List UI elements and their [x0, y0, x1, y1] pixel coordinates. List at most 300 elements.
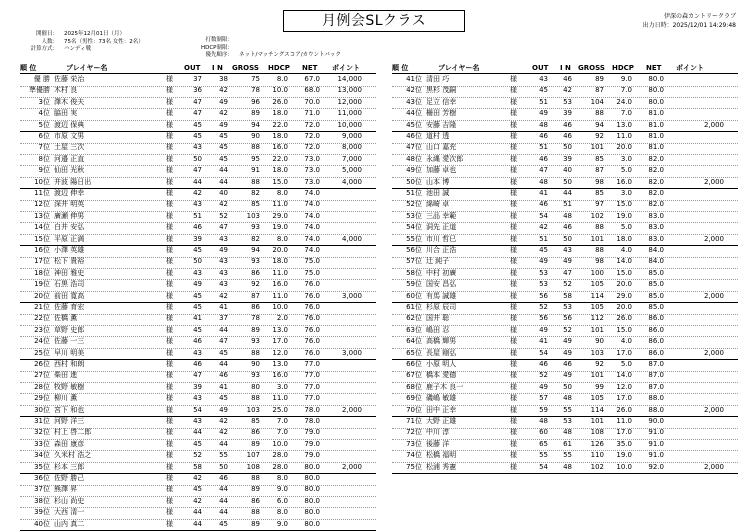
cell-gross: 82 [251, 234, 260, 243]
meta-key: HDCP制限： [200, 44, 233, 51]
cell-sama: 様 [166, 132, 173, 140]
cell-net: 72.0 [304, 120, 320, 129]
cell-player: 国井 聡 [426, 314, 450, 323]
cell-hdcp: 35.0 [616, 439, 632, 448]
cell-gross: 86 [251, 428, 260, 437]
cell-in: 55 [563, 451, 572, 460]
cell-net: 72.0 [304, 132, 320, 140]
cell-rank: 16位 [34, 246, 50, 254]
cell-gross: 94 [251, 246, 260, 254]
cell-in: 43 [563, 246, 572, 254]
cell-gross: 85 [595, 189, 604, 197]
cell-player: 宮下 和也 [54, 405, 85, 414]
cell-net: 80.0 [648, 75, 664, 83]
cell-sama: 様 [510, 314, 517, 323]
cell-sama: 様 [166, 496, 173, 505]
cell-rank: 19位 [34, 280, 50, 289]
cell-out: 42 [193, 474, 202, 482]
cell-rank: 6位 [38, 132, 50, 140]
cell-hdcp: 16.0 [272, 371, 288, 380]
cell-in: 44 [563, 189, 572, 197]
cell-gross: 87 [595, 86, 604, 95]
cell-hdcp: 15.0 [272, 177, 288, 186]
cell-out: 55 [539, 451, 548, 460]
cell-rank: 58位 [406, 268, 422, 277]
cell-sama: 様 [510, 143, 517, 152]
cell-player: 田中 正幸 [426, 405, 457, 414]
cell-rank: 34位 [34, 451, 50, 460]
cell-net: 71.0 [304, 109, 320, 118]
cell-gross: 97 [595, 200, 604, 209]
cell-net: 76.0 [304, 280, 320, 289]
cell-hdcp: 24.0 [616, 97, 632, 106]
cell-rank: 69位 [406, 394, 422, 403]
cell-rank: 43位 [406, 97, 422, 106]
cell-player: 佐藤 栄治 [54, 75, 85, 83]
cell-hdcp: 8.0 [276, 75, 288, 83]
cell-in: 45 [219, 348, 228, 357]
cell-hdcp: 26.0 [272, 97, 288, 106]
cell-gross: 85 [251, 417, 260, 425]
cell-player: 中村 初廣 [426, 268, 457, 277]
cell-sama: 様 [510, 257, 517, 266]
cell-rank: 75位 [406, 462, 422, 471]
cell-out: 45 [193, 132, 202, 140]
cell-net: 86.0 [648, 348, 664, 357]
cell-gross: 89 [595, 75, 604, 83]
cell-hdcp: 4.0 [620, 337, 632, 346]
cell-player: 土屋 三次 [54, 143, 85, 152]
cell-point: 2,000 [703, 177, 724, 186]
cell-player: 熊澤 昇 [54, 485, 78, 494]
cell-rank: 35位 [34, 462, 50, 471]
cell-hdcp: 8.0 [276, 508, 288, 517]
cell-rank: 21位 [34, 303, 50, 311]
cell-sama: 様 [510, 223, 517, 232]
cell-in: 52 [219, 211, 228, 220]
cell-rank: 36位 [34, 474, 50, 482]
cell-net: 86.0 [648, 337, 664, 346]
cell-out: 47 [193, 166, 202, 175]
cell-rank: 優 勝 [33, 75, 50, 83]
cell-point: 3,000 [341, 291, 362, 300]
cell-in: 51 [563, 200, 572, 209]
cell-hdcp: 22.0 [272, 120, 288, 129]
cell-player: 市川 哲巳 [426, 234, 457, 243]
cell-out: 60 [539, 428, 548, 437]
page-title: 月例会SLクラス [283, 10, 465, 32]
cell-rank: 39位 [34, 508, 50, 517]
cell-gross: 104 [590, 97, 604, 106]
cell-rank: 68位 [406, 382, 422, 391]
cell-sama: 様 [166, 519, 173, 528]
cell-sama: 様 [510, 303, 517, 311]
cell-hdcp: 16.0 [616, 177, 632, 186]
header-hdcp: HDCP [612, 64, 634, 72]
cell-in: 45 [219, 519, 228, 528]
header-gross: GROSS [578, 64, 605, 72]
cell-hdcp: 18.0 [272, 132, 288, 140]
cell-in: 42 [563, 86, 572, 95]
meta-key: 計算方式： [30, 46, 58, 52]
cell-gross: 110 [590, 451, 604, 460]
header-in: I N [212, 64, 223, 72]
cell-sama: 様 [166, 439, 173, 448]
cell-player: 鹿子木 良一 [426, 382, 464, 391]
cell-out: 49 [193, 280, 202, 289]
cell-hdcp: 3.0 [620, 154, 632, 163]
cell-sama: 様 [166, 508, 173, 517]
cell-hdcp: 6.0 [276, 496, 288, 505]
cell-in: 50 [219, 462, 228, 471]
cell-sama: 様 [510, 189, 517, 197]
header-out: OUT [532, 64, 549, 72]
cell-gross: 94 [595, 120, 604, 129]
cell-out: 44 [193, 177, 202, 186]
cell-rank: 51位 [406, 189, 422, 197]
cell-rank: 52位 [406, 200, 422, 209]
cell-player: 河野 洋三 [54, 417, 85, 425]
cell-gross: 85 [595, 154, 604, 163]
cell-gross: 94 [251, 120, 260, 129]
cell-sama: 様 [510, 211, 517, 220]
cell-sama: 様 [510, 75, 517, 83]
cell-player: 洞先 正道 [426, 223, 457, 232]
cell-rank: 32位 [34, 428, 50, 437]
cell-gross: 88 [251, 394, 260, 403]
cell-gross: 89 [251, 439, 260, 448]
cell-player: 井波 陽日出 [54, 177, 92, 186]
header-rank: 順 位 [20, 64, 37, 72]
cell-sama: 様 [166, 474, 173, 482]
cell-in: 45 [219, 132, 228, 140]
cell-hdcp: 7.0 [276, 417, 288, 425]
cell-rank: 準優勝 [29, 86, 50, 95]
cell-net: 79.0 [304, 428, 320, 437]
cell-out: 43 [193, 394, 202, 403]
cell-player: 大野 正雄 [426, 417, 457, 425]
cell-point: 2,000 [703, 462, 724, 471]
cell-sama: 様 [166, 189, 173, 197]
cell-net: 77.0 [304, 360, 320, 368]
header-player: プレイヤー名 [438, 64, 480, 72]
cell-rank: 40位 [34, 519, 50, 528]
cell-player: 長屋 剛弘 [426, 348, 457, 357]
cell-rank: 62位 [406, 314, 422, 323]
cell-gross: 101 [590, 143, 604, 152]
cell-gross: 88 [595, 109, 604, 118]
cell-hdcp: 22.0 [272, 154, 288, 163]
cell-player: 橋本 愛德 [426, 371, 457, 380]
cell-sama: 様 [166, 417, 173, 425]
cell-out: 52 [539, 371, 548, 380]
cell-out: 44 [193, 519, 202, 528]
cell-player: 深井 明英 [54, 200, 85, 209]
cell-sama: 様 [166, 303, 173, 311]
cell-sama: 様 [510, 337, 517, 346]
cell-sama: 様 [510, 234, 517, 243]
cell-gross: 95 [251, 154, 260, 163]
header-net: NET [302, 64, 318, 72]
cell-in: 47 [219, 223, 228, 232]
cell-sama: 様 [510, 86, 517, 95]
cell-rank: 46位 [406, 132, 422, 140]
cell-net: 82.0 [648, 154, 664, 163]
cell-player: 杉原 辰司 [426, 303, 457, 311]
cell-out: 47 [539, 166, 548, 175]
cell-in: 49 [219, 97, 228, 106]
cell-sama: 様 [166, 371, 173, 380]
cell-gross: 88 [595, 246, 604, 254]
cell-in: 40 [219, 189, 228, 197]
cell-hdcp: 3.0 [276, 382, 288, 391]
cell-net: 76.0 [304, 325, 320, 334]
cell-hdcp: 9.0 [276, 485, 288, 494]
cell-sama: 様 [510, 280, 517, 289]
meta-key: 開催日： [35, 31, 58, 37]
cell-player: 久米村 浩之 [54, 451, 92, 460]
cell-net: 78.0 [304, 417, 320, 425]
cell-rank: 20位 [34, 291, 50, 300]
cell-player: 池田 誠 [426, 189, 450, 197]
cell-hdcp: 20.0 [616, 303, 632, 311]
cell-rank: 67位 [406, 371, 422, 380]
cell-in: 49 [563, 348, 572, 357]
cell-gross: 101 [590, 371, 604, 380]
cell-in: 45 [219, 394, 228, 403]
cell-out: 53 [539, 280, 548, 289]
cell-net: 73.0 [304, 166, 320, 175]
cell-out: 50 [193, 154, 202, 163]
cell-in: 42 [219, 86, 228, 95]
cell-net: 87.0 [648, 360, 664, 368]
cell-rank: 37位 [34, 485, 50, 494]
cell-net: 80.0 [304, 462, 320, 471]
cell-player: 仙田 光秋 [54, 166, 85, 175]
cell-net: 84.0 [648, 257, 664, 266]
cell-hdcp: 20.0 [616, 143, 632, 152]
cell-net: 80.0 [304, 519, 320, 528]
cell-out: 45 [539, 86, 548, 95]
cell-gross: 101 [590, 234, 604, 243]
cell-out: 47 [193, 109, 202, 118]
cell-sama: 様 [166, 394, 173, 403]
cell-player: 清田 巧 [426, 75, 450, 83]
cell-in: 50 [563, 234, 572, 243]
meta-right [195, 37, 341, 60]
cell-rank: 63位 [406, 325, 422, 334]
cell-net: 80.0 [304, 508, 320, 517]
cell-net: 76.0 [304, 348, 320, 357]
cell-in: 48 [563, 462, 572, 471]
cell-net: 73.0 [304, 154, 320, 163]
cell-hdcp: 18.0 [272, 166, 288, 175]
cell-player: 後藤 洋 [426, 439, 450, 448]
cell-out: 41 [539, 337, 548, 346]
cell-net: 91.0 [648, 428, 664, 437]
cell-out: 45 [193, 291, 202, 300]
cell-in: 37 [219, 314, 228, 323]
cell-in: 58 [563, 291, 572, 300]
cell-in: 48 [563, 428, 572, 437]
cell-rank: 33位 [34, 439, 50, 448]
cell-gross: 99 [595, 382, 604, 391]
club-info [643, 12, 736, 30]
cell-hdcp: 18.0 [616, 234, 632, 243]
cell-player: 三品 幸範 [426, 211, 457, 220]
cell-out: 57 [539, 394, 548, 403]
cell-out: 45 [193, 325, 202, 334]
cell-sama: 様 [510, 246, 517, 254]
cell-rank: 65位 [406, 348, 422, 357]
cell-rank: 15位 [34, 234, 50, 243]
cell-in: 48 [563, 211, 572, 220]
cell-out: 52 [539, 303, 548, 311]
cell-out: 37 [193, 75, 202, 83]
cell-gross: 114 [590, 405, 604, 414]
cell-rank: 12位 [34, 200, 50, 209]
cell-net: 81.0 [648, 120, 664, 129]
cell-hdcp: 17.0 [616, 394, 632, 403]
cell-rank: 4位 [38, 109, 50, 118]
cell-net: 85.0 [648, 268, 664, 277]
cell-out: 43 [539, 75, 548, 83]
cell-gross: 92 [251, 280, 260, 289]
cell-net: 85.0 [648, 303, 664, 311]
cell-rank: 44位 [406, 109, 422, 118]
cell-sama: 様 [166, 75, 173, 83]
cell-hdcp: 8.0 [276, 234, 288, 243]
cell-rank: 61位 [406, 303, 422, 311]
cell-hdcp: 11.0 [616, 417, 632, 425]
cell-sama: 様 [510, 132, 517, 140]
cell-net: 79.0 [304, 439, 320, 448]
cell-rank: 17位 [34, 257, 50, 266]
cell-sama: 様 [510, 360, 517, 368]
cell-hdcp: 11.0 [272, 291, 288, 300]
cell-in: 46 [563, 223, 572, 232]
cell-net: 82.0 [648, 166, 664, 175]
cell-sama: 様 [510, 109, 517, 118]
cell-in: 46 [563, 120, 572, 129]
cell-rank: 70位 [406, 405, 422, 414]
cell-out: 47 [193, 97, 202, 106]
cell-sama: 様 [166, 257, 173, 266]
cell-out: 49 [539, 382, 548, 391]
cell-player: 山内 真二 [54, 519, 85, 528]
meta-left [20, 31, 144, 54]
cell-point: 14,000 [337, 75, 362, 83]
cell-hdcp: 29.0 [272, 211, 288, 220]
cell-gross: 88 [251, 508, 260, 517]
cell-net: 82.0 [648, 200, 664, 209]
cell-point: 12,000 [337, 97, 362, 106]
cell-out: 41 [193, 314, 202, 323]
cell-hdcp: 13.0 [616, 120, 632, 129]
cell-player: 柴田 進 [54, 371, 78, 380]
cell-player: 佐藤 一三 [54, 337, 85, 346]
cell-in: 44 [219, 485, 228, 494]
cell-gross: 103 [590, 348, 604, 357]
cell-player: 足立 信幸 [426, 97, 457, 106]
cell-sama: 様 [166, 223, 173, 232]
cell-net: 72.0 [304, 143, 320, 152]
cell-player: 河邉 正直 [54, 154, 85, 163]
table-row [20, 519, 376, 531]
cell-in: 46 [563, 360, 572, 368]
cell-gross: 90 [595, 337, 604, 346]
cell-out: 46 [539, 200, 548, 209]
cell-player: 松橋 福明 [426, 451, 457, 460]
cell-player: 大西 清一 [54, 508, 85, 517]
cell-player: 道村 透 [426, 132, 450, 140]
cell-sama: 様 [166, 291, 173, 300]
cell-hdcp: 20.0 [272, 246, 288, 254]
cell-hdcp: 11.0 [272, 268, 288, 277]
cell-net: 78.0 [304, 405, 320, 414]
cell-net: 81.0 [648, 109, 664, 118]
cell-gross: 91 [251, 166, 260, 175]
cell-rank: 13位 [34, 211, 50, 220]
meta-key: 人数： [41, 38, 58, 45]
cell-player: 渡辺 伸幸 [54, 189, 85, 197]
cell-net: 81.0 [648, 132, 664, 140]
cell-net: 85.0 [648, 280, 664, 289]
cell-player: 平原 正満 [54, 234, 85, 243]
cell-hdcp: 18.0 [272, 109, 288, 118]
cell-in: 45 [219, 154, 228, 163]
cell-gross: 89 [251, 325, 260, 334]
cell-gross: 98 [595, 177, 604, 186]
cell-hdcp: 15.0 [616, 268, 632, 277]
cell-hdcp: 28.0 [272, 462, 288, 471]
cell-in: 41 [219, 303, 228, 311]
cell-rank: 10位 [34, 177, 50, 186]
cell-hdcp: 16.0 [272, 143, 288, 152]
cell-gross: 89 [251, 109, 260, 118]
cell-player: 黒杉 茂嗣 [426, 86, 457, 95]
cell-hdcp: 20.0 [616, 280, 632, 289]
cell-net: 74.0 [304, 189, 320, 197]
cell-point: 2,000 [703, 120, 724, 129]
cell-rank: 3位 [38, 97, 50, 106]
cell-in: 41 [219, 382, 228, 391]
cell-player: 磯嶋 敏雄 [426, 394, 457, 403]
cell-in: 53 [563, 303, 572, 311]
cell-hdcp: 28.0 [272, 451, 288, 460]
meta-key: 打数制限： [205, 37, 233, 43]
cell-sama: 様 [166, 462, 173, 471]
cell-rank: 8位 [38, 154, 50, 163]
cell-point: 2,000 [703, 405, 724, 414]
cell-net: 74.0 [304, 234, 320, 243]
header-player: プレイヤー名 [66, 64, 108, 72]
cell-in: 40 [563, 166, 572, 175]
cell-player: 草野 史郎 [54, 325, 85, 334]
cell-net: 81.0 [648, 143, 664, 152]
cell-rank: 7位 [38, 143, 50, 152]
cell-player: 市原 文男 [54, 132, 85, 140]
cell-out: 45 [193, 303, 202, 311]
cell-player: 辻 純子 [426, 257, 450, 266]
cell-hdcp: 26.0 [616, 314, 632, 323]
cell-in: 50 [563, 143, 572, 152]
cell-rank: 53位 [406, 211, 422, 220]
cell-gross: 102 [590, 462, 604, 471]
cell-net: 87.0 [648, 382, 664, 391]
cell-in: 49 [219, 246, 228, 254]
cell-net: 77.0 [304, 371, 320, 380]
